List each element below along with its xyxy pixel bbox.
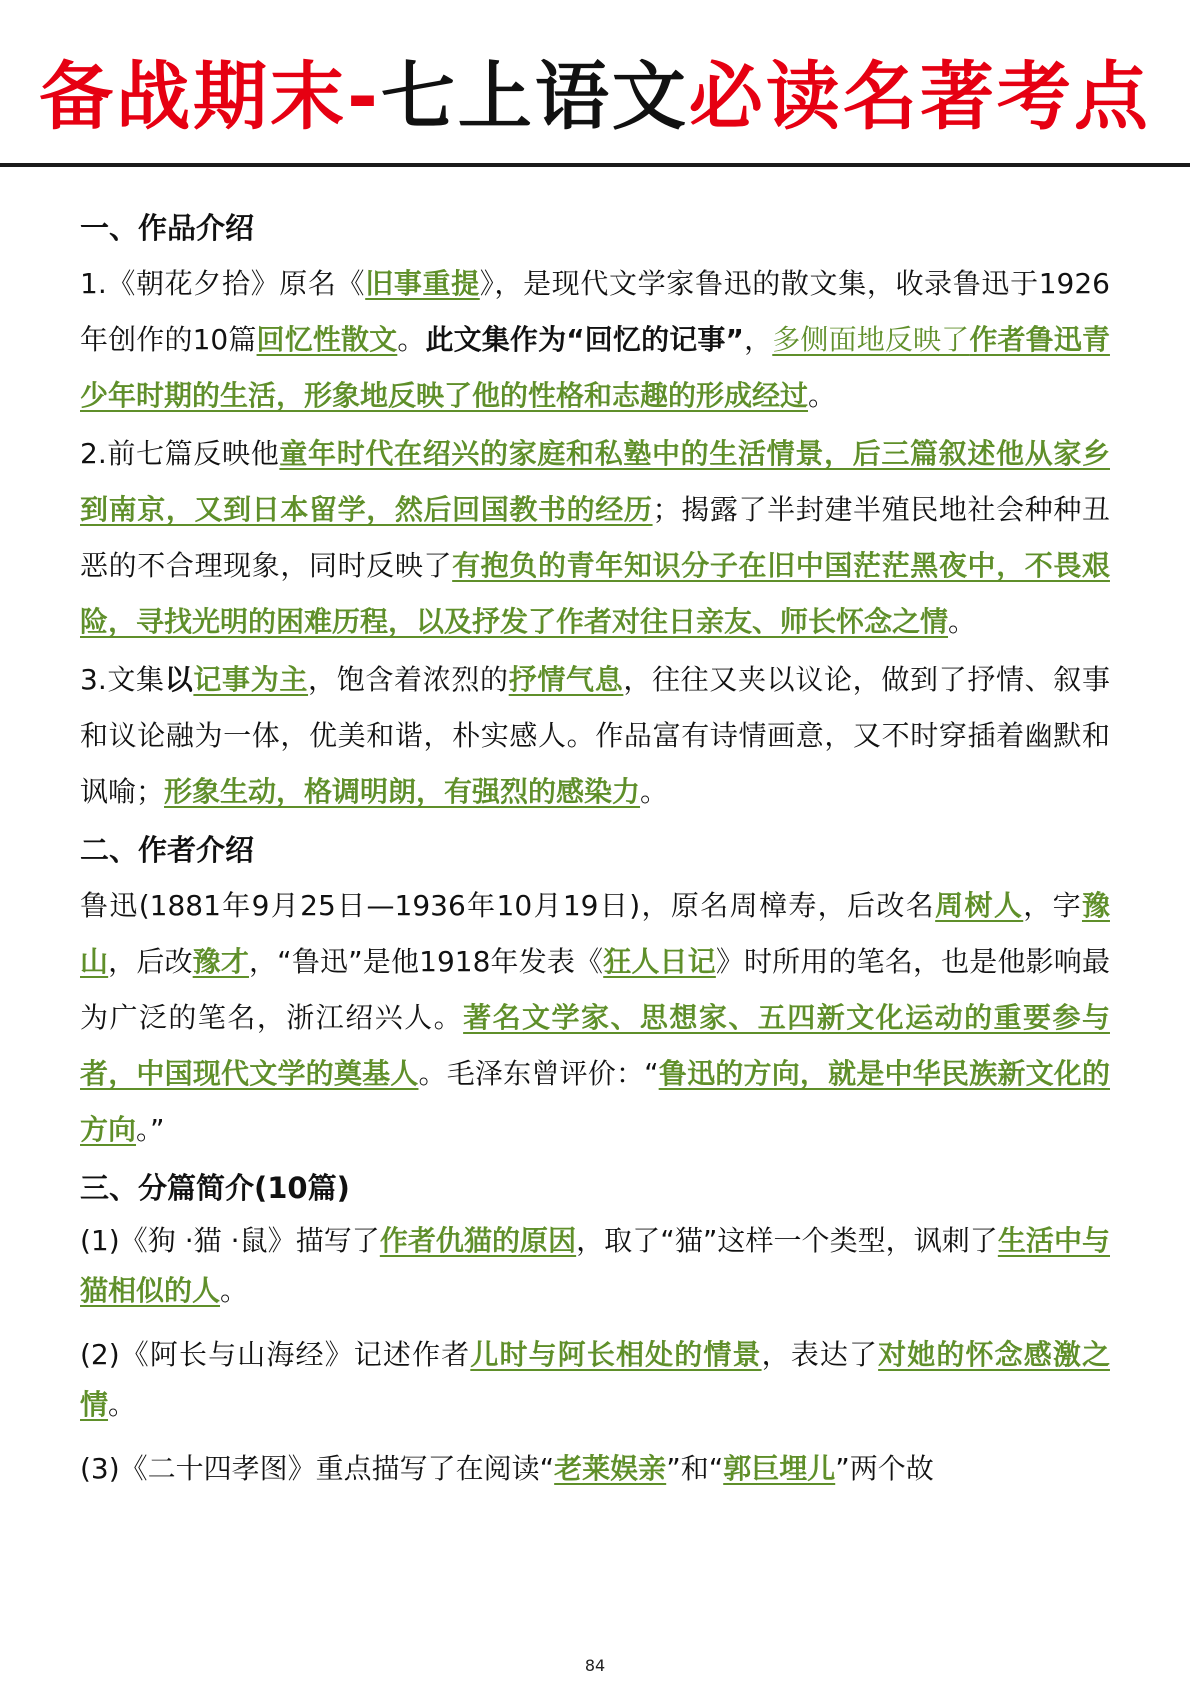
- keyword-underlined: 形象生动，格调明朗，有强烈的感染力: [164, 775, 641, 808]
- text-run: ，后改: [108, 945, 193, 978]
- text-run: ，取了“猫”这样一个类型，讽刺了: [576, 1224, 998, 1257]
- text-run: 。毛泽东曾评价：“: [418, 1057, 659, 1090]
- paragraph-work-intro-2: [80, 426, 1110, 650]
- keyword-underlined: 对她的怀念感激之情: [80, 1338, 1110, 1421]
- text-run: 。: [397, 323, 426, 356]
- text-run: ，字: [1023, 889, 1082, 922]
- keyword-underlined: 狂人日记: [603, 945, 716, 978]
- chapter-summary-item: [80, 1330, 1110, 1430]
- section-heading-work-intro: 一、作品介绍: [80, 211, 255, 245]
- bold-phrase: 以: [164, 663, 194, 696]
- keyword-underlined: 回忆性散文: [256, 323, 398, 356]
- keyword-underlined: 记事为主: [193, 663, 309, 696]
- keyword-underlined: 豫山: [80, 889, 1110, 978]
- text-run: ，: [743, 323, 773, 356]
- text-run: ，饱含着浓烈的: [308, 663, 509, 696]
- text-run: 。: [640, 775, 669, 808]
- chapter-summary-item: [80, 1444, 1110, 1494]
- text-run: ；揭露了半封建半殖民地社会种种丑恶的不合理现象，同时反映了: [80, 493, 1110, 582]
- paragraph-work-intro-1: [80, 256, 1110, 424]
- text-run: (3)《二十四孝图》重点描写了在阅读“: [80, 1452, 555, 1485]
- keyword-underlined: 豫才: [192, 945, 249, 978]
- page-title: [0, 48, 1190, 146]
- text-run: ”和“: [666, 1452, 724, 1485]
- keyword-underlined: 有抱负的青年知识分子在旧中国茫茫黑夜中，不畏艰险，寻找光明的困难历程，以及抒发了作者对往日亲友、师长怀念之情: [80, 549, 1110, 638]
- chapter-summary-item: [80, 1216, 1110, 1316]
- text-run: 1.《朝花夕拾》原名《: [80, 267, 366, 300]
- text-run: ，“鲁迅”是他1918年发表《: [248, 945, 604, 978]
- text-run: 。: [808, 379, 837, 412]
- text-run: 2.前七篇反映他: [80, 437, 280, 470]
- text-run: ，表达了: [761, 1338, 879, 1371]
- keyword-underlined: 作者鲁迅青少年时期的生活，形象地反映了他的性格和志趣的形成经过: [80, 323, 1110, 412]
- keyword-underlined: 鲁迅的方向，就是中华民族新文化的方向: [80, 1057, 1110, 1146]
- text-run: (1)《狗 ·猫 ·鼠》描写了: [80, 1224, 380, 1257]
- paragraph-work-intro-3: [80, 652, 1110, 820]
- text-run: ，往往又夹以议论，做到了抒情、叙事和议论融为一体，优美和谐，朴实感人。作品富有诗情画意，又不时穿插着幽默和讽喻；: [80, 663, 1110, 808]
- document-body: [80, 200, 1110, 1508]
- paragraph-author-intro: [80, 878, 1110, 1158]
- keyword-underlined: 生活中与猫相似的人: [80, 1224, 1110, 1307]
- keyword-underlined: 儿时与阿长相处的情景: [470, 1338, 762, 1371]
- keyword-underlined: 作者仇猫的原因: [379, 1224, 577, 1257]
- text-run: ”两个故: [835, 1452, 934, 1485]
- keyword-underlined: 老莱娱亲: [554, 1452, 667, 1485]
- text-run: 3.文集: [80, 663, 165, 696]
- title-red-part-2: 必读名著考点: [688, 54, 1151, 140]
- keyword-underlined: 周树人: [935, 889, 1024, 922]
- keyword-underlined: 童年时代在绍兴的家庭和私塾中的生活情景，后三篇叙述他从家乡到南京，又到日本留学，然后回国教书的经历: [80, 437, 1110, 526]
- keyword-underlined: 著名文学家、思想家、五四新文化运动的重要参与者，中国现代文学的奠基人: [80, 1001, 1110, 1090]
- title-red-part-1: 备战期末-: [39, 54, 381, 140]
- text-run: 鲁迅(1881年9月25日—1936年10月19日)，原名周樟寿，后改名: [80, 889, 936, 922]
- text-run: 。: [108, 1388, 137, 1421]
- section-heading-author-intro: 二、作者介绍: [80, 833, 255, 867]
- text-run: 。: [948, 605, 977, 638]
- keyword-underlined: 旧事重提: [365, 267, 480, 300]
- text-run: 》时所用的笔名，也是他影响最为广泛的笔名，浙江绍兴人。: [80, 945, 1110, 1034]
- bold-phrase: 此文集作为“回忆的记事”: [425, 323, 744, 356]
- text-run: (2)《阿长与山海经》记述作者: [80, 1338, 471, 1371]
- title-divider: [0, 163, 1190, 167]
- chapter-summary-list: [80, 1216, 1110, 1494]
- page-number: 84: [584, 1656, 606, 1675]
- text-run: 。”: [136, 1113, 165, 1146]
- text-run: 》，是现代文学家鲁迅的散文集，收录鲁迅于1926年创作的10篇: [80, 267, 1110, 356]
- keyword-underlined: 郭巨埋儿: [723, 1452, 836, 1485]
- title-black-part: 七上语文: [380, 54, 689, 140]
- keyword-underlined: 抒情气息: [508, 663, 624, 696]
- text-run: 。: [220, 1274, 249, 1307]
- keyword-underlined: 多侧面地反映了: [772, 323, 970, 356]
- section-heading-chapter-summaries: 三、分篇简介(10篇): [80, 1171, 350, 1205]
